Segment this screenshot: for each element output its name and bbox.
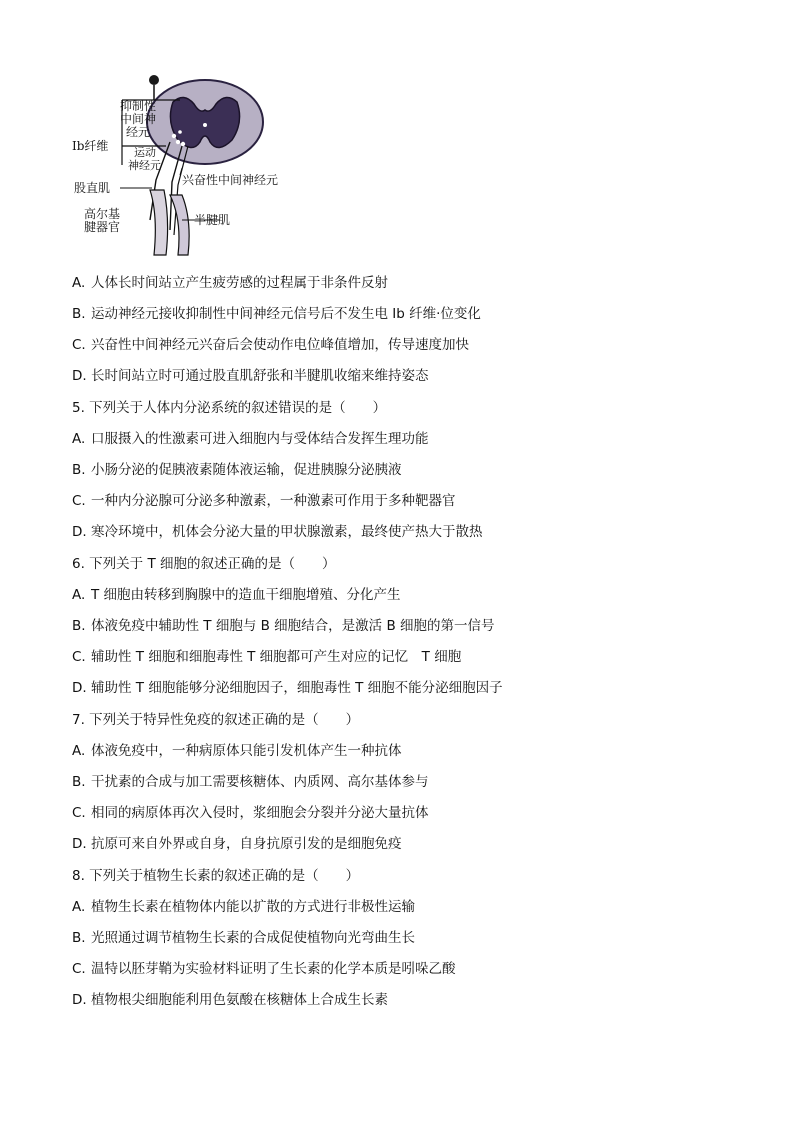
question-stem: 5. 下列关于人体内分泌系统的叙述错误的是（ ） [72, 400, 387, 416]
central-canal [203, 123, 207, 127]
excitatory-label: 兴奋性中间神经元 [182, 173, 279, 187]
q4-option-a: A. 人体长时间站立产生疲劳感的过程属于非条件反射 [72, 275, 388, 291]
option-a: A. 口服摄入的性激素可进入细胞内与受体结合发挥生理功能 [72, 431, 429, 447]
question-stem: 6. 下列关于 T 细胞的叙述正确的是（ ） [72, 556, 336, 572]
option-b: B. 干扰素的合成与加工需要核糖体、内质网、高尔基体参与 [72, 774, 429, 790]
question-6 [72, 549, 772, 704]
question-stem: 7. 下列关于特异性免疫的叙述正确的是（ ） [72, 712, 360, 728]
option-d: D. 抗原可来自外界或自身，自身抗原引发的是细胞免疫 [72, 836, 402, 852]
inhibitory-label: 抑制性 中间神 经元 [120, 99, 157, 139]
option-a: A. T 细胞由转移到胸腺中的造血干细胞增殖、分化产生 [72, 587, 401, 603]
option-c: C. 辅助性 T 细胞和细胞毒性 T 细胞都可产生对应的记忆 T 细胞 [72, 649, 462, 665]
question-5 [72, 393, 772, 548]
option-c: C. 一种内分泌腺可分泌多种激素，一种激素可作用于多种靶器官 [72, 493, 456, 509]
option-b: B. 光照通过调节植物生长素的合成促使植物向光弯曲生长 [72, 930, 415, 946]
question-4-options [72, 268, 772, 392]
option-c: C. 温特以胚芽鞘为实验材料证明了生长素的化学本质是吲哚乙酸 [72, 961, 456, 977]
question-stem: 8. 下列关于植物生长素的叙述正确的是（ ） [72, 868, 360, 884]
question-7 [72, 705, 772, 860]
option-c: C. 相同的病原体再次入侵时，浆细胞会分裂并分泌大量抗体 [72, 805, 429, 821]
q4-option-d: D. 长时间站立时可通过股直肌舒张和半腱肌收缩来维持姿态 [72, 368, 429, 384]
rectus-label: 股直肌 [74, 181, 111, 195]
electrode-icon [149, 75, 159, 85]
motor-neuron-label: 运动 神经元 [128, 146, 161, 172]
semitendinosus-muscle [170, 195, 189, 255]
rectus-muscle [150, 190, 168, 255]
q4-option-b: B. 运动神经元接收抑制性中间神经元信号后不发生电 Ib 纤维·位变化 [72, 306, 481, 322]
ib-fiber-label: Ib纤维 [72, 139, 109, 153]
semitendinosus-label: 半腱肌 [194, 213, 231, 227]
option-a: A. 体液免疫中，一种病原体只能引发机体产生一种抗体 [72, 743, 402, 759]
option-d: D. 寒冷环境中，机体会分泌大量的甲状腺激素，最终使产热大于散热 [72, 524, 483, 540]
option-b: B. 体液免疫中辅助性 T 细胞与 B 细胞结合，是激活 B 细胞的第一信号 [72, 618, 495, 634]
option-d: D. 植物根尖细胞能利用色氨酸在核糖体上合成生长素 [72, 992, 388, 1008]
golgi-label: 高尔基 腱器官 [84, 207, 121, 234]
option-b: B. 小肠分泌的促胰液素随体液运输，促进胰腺分泌胰液 [72, 462, 402, 478]
question-8 [72, 861, 772, 1016]
reflex-diagram [70, 70, 310, 260]
option-d: D. 辅助性 T 细胞能够分泌细胞因子，细胞毒性 T 细胞不能分泌细胞因子 [72, 680, 503, 696]
q4-option-c: C. 兴奋性中间神经元兴奋后会使动作电位峰值增加，传导速度加快 [72, 337, 469, 353]
option-a: A. 植物生长素在植物体内能以扩散的方式进行非极性运输 [72, 899, 415, 915]
